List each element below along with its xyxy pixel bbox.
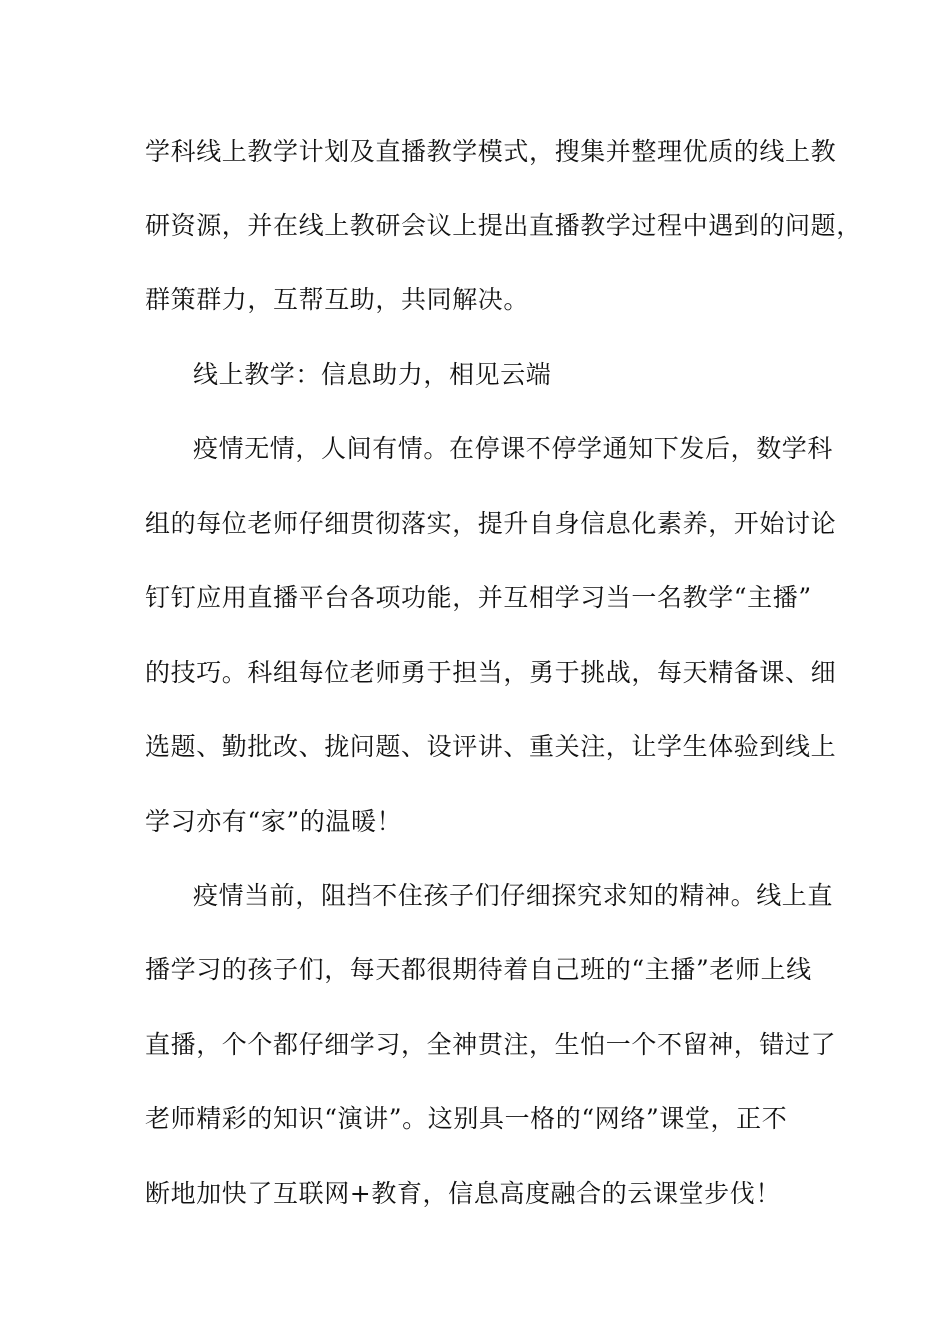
paragraph-line: 断地加快了互联网+教育，信息高度融合的云课堂步伐！ <box>145 1179 781 1208</box>
paragraph-line: 钉钉应用直播平台各项功能，并互相学习当一名教学“主播” <box>145 583 812 612</box>
paragraph-line: 疫情当前，阻挡不住孩子们仔细探究求知的精神。线上直 <box>193 881 834 910</box>
paragraph-line: 直播，个个都仔细学习，全神贯注，生怕一个不留神，错过了 <box>145 1030 837 1059</box>
paragraph-line: 研资源，并在线上教研会议上提出直播教学过程中遇到的问题， <box>145 211 862 240</box>
paragraph-line: 播学习的孩子们，每天都很期待着自己班的“主播”老师上线 <box>145 955 812 984</box>
paragraph-line: 学习亦有“家”的温暖！ <box>145 807 403 836</box>
paragraph-line: 群策群力，互帮互助，共同解决。 <box>145 285 530 314</box>
paragraph-line: 老师精彩的知识“演讲”。这别具一格的“网络”课堂，正不 <box>145 1104 788 1133</box>
section-heading: 线上教学：信息助力，相见云端 <box>193 360 552 389</box>
paragraph-line: 疫情无情，人间有情。在停课不停学通知下发后，数学科 <box>193 434 834 463</box>
paragraph-line: 组的每位老师仔细贯彻落实，提升自身信息化素养，开始讨论 <box>145 509 837 538</box>
paragraph-line: 的技巧。科组每位老师勇于担当，勇于挑战，每天精备课、细 <box>145 658 837 687</box>
paragraph-line: 选题、勤批改、拢问题、设评讲、重关注，让学生体验到线上 <box>145 732 837 761</box>
paragraph-line: 学科线上教学计划及直播教学模式，搜集并整理优质的线上教 <box>145 137 837 166</box>
